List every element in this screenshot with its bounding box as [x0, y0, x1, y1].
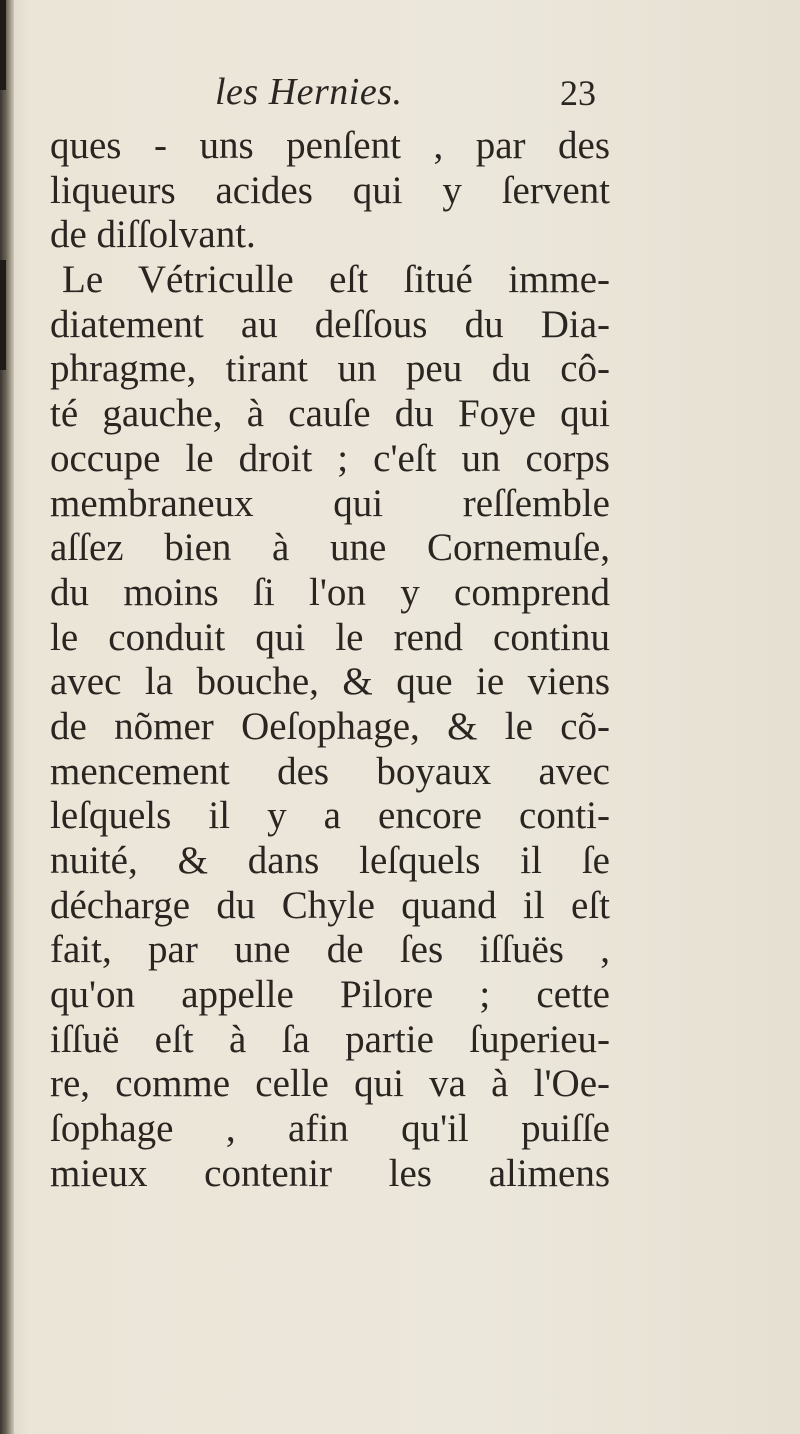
- text-line: décharge du Chyle quand il eſt: [50, 883, 610, 927]
- text-line: le conduit qui le rend continu: [50, 615, 610, 659]
- text-line: mieux contenir les alimens: [50, 1151, 610, 1195]
- text-line: mencement des boyaux avec: [50, 749, 610, 793]
- text-line: de nõmer Oeſophage, & le cõ-: [50, 704, 610, 748]
- page-number: 23: [560, 73, 596, 113]
- text-line: té gauche, à cauſe du Foye qui: [50, 392, 610, 436]
- text-line: Le Vétriculle eſt ſitué imme-: [62, 258, 610, 302]
- text-line: membraneux qui reſſemble: [50, 481, 610, 525]
- text-line: fait, par une de ſes iſſuës ,: [50, 928, 610, 972]
- text-line: occupe le droit ; c'eſt un corps: [50, 436, 610, 480]
- page-header: [0, 70, 800, 120]
- text-line: leſquels il y a encore conti-: [50, 794, 610, 838]
- running-title: les Hernies.: [215, 71, 403, 113]
- text-line: du moins ſi l'on y comprend: [50, 570, 610, 614]
- body-text: [50, 124, 610, 1197]
- text-line: avec la bouche, & que ie viens: [50, 660, 610, 704]
- text-line: de diſſolvant.: [50, 213, 256, 257]
- text-line: phragme, tirant un peu du cô-: [50, 347, 610, 391]
- text-line: diatement au deſſous du Dia-: [50, 302, 610, 346]
- text-line: iſſuë eſt à ſa partie ſuperieu-: [50, 1017, 610, 1061]
- text-line: re, comme celle qui va à l'Oe-: [50, 1062, 610, 1106]
- text-line: ques - uns penſent , par des: [50, 124, 610, 167]
- page-gutter: [0, 0, 14, 1434]
- text-line: aſſez bien à une Cornemuſe,: [50, 526, 610, 570]
- binding-shadow: [0, 260, 6, 370]
- text-line: qu'on appelle Pilore ; cette: [50, 973, 610, 1017]
- text-line: nuité, & dans leſquels il ſe: [50, 839, 610, 882]
- text-line: ſophage , afin qu'il puiſſe: [50, 1107, 610, 1151]
- text-line: liqueurs acides qui y ſervent: [50, 168, 610, 212]
